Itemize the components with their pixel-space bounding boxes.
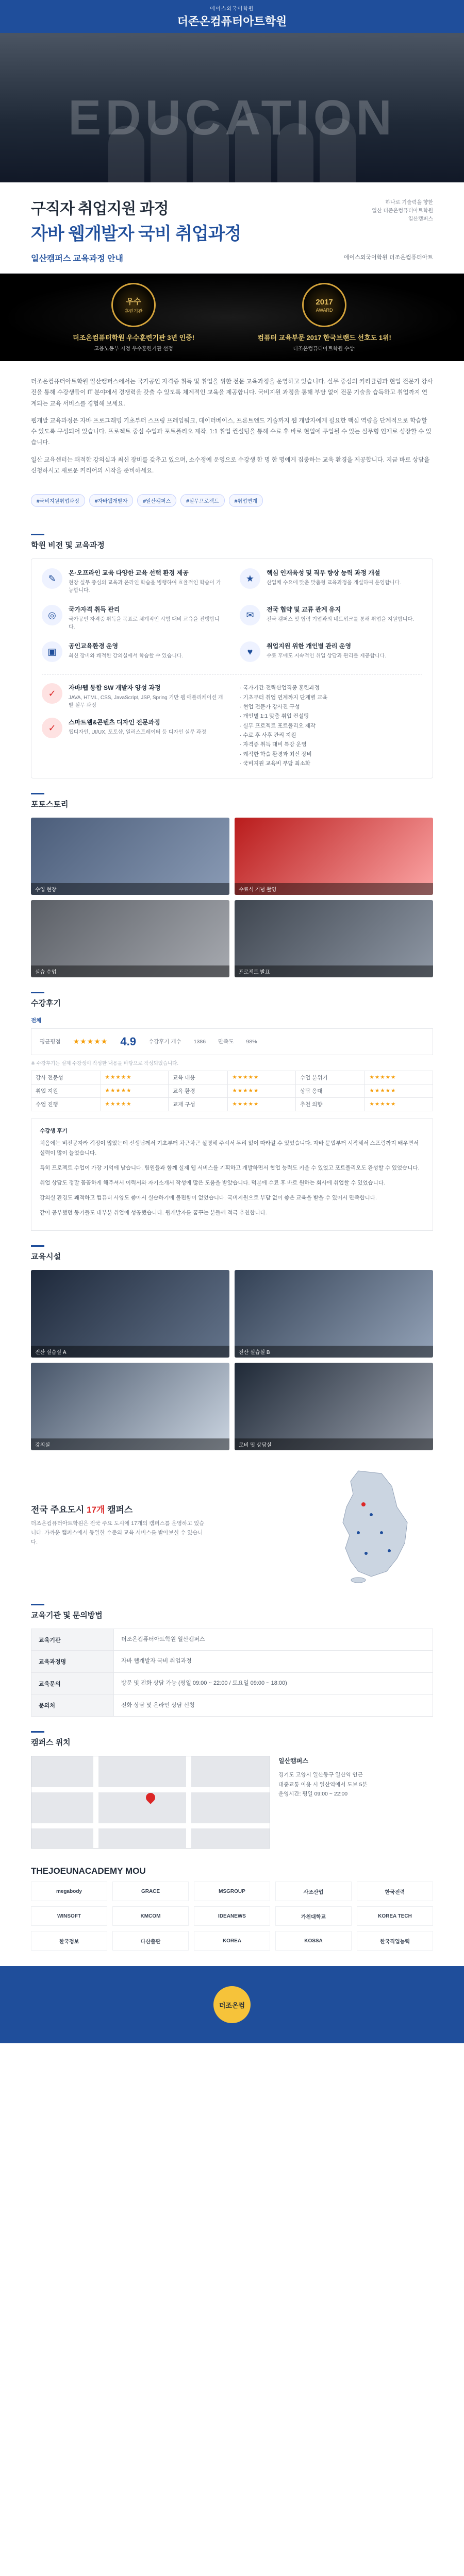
award-section	[0, 274, 464, 361]
vision-item: ★ 핵심 인재육성 및 직무 향상 능력 과정 개설 산업체 수요에 맞춘 맞춤형 교육과정을 개설하여 운영합니다.	[240, 568, 422, 595]
hashtag[interactable]: #일산캠퍼스	[137, 494, 176, 507]
target-icon: ◎	[42, 605, 62, 625]
site-logo[interactable]: 더존온컴퓨터아트학원	[177, 15, 287, 28]
course-title-line2: 자바 웹개발자 국비 취업과정	[31, 224, 241, 244]
location-text: 일산캠퍼스 경기도 고양시 일산동구 일산역 인근 대중교통 이용 시 일산역에서 도보 5분 운영시간: 평일 09:00 ~ 22:00	[278, 1757, 368, 1798]
info-table	[31, 1629, 433, 1717]
table-row: 교육과정명 자바 웹개발자 국비 취업과정	[31, 1651, 433, 1673]
hero-banner	[0, 33, 464, 182]
korea-map-icon	[309, 1466, 433, 1584]
partner-logo: KOSSA	[275, 1931, 352, 1951]
review-heading: 수강후기	[0, 992, 464, 1008]
table-row: 교육기관 더조온컴퓨터아트학원 일산캠퍼스	[31, 1629, 433, 1651]
hashtag-list	[0, 491, 464, 524]
course-subtitle: 일산캠퍼스 교육과정 안내	[31, 255, 123, 263]
check-icon: ✓	[42, 718, 62, 738]
star-icon: ★	[240, 568, 260, 589]
vision-item: ◎ 국가자격 취득 관리 국가공인 자격증 취득을 목표로 체계적인 시험 대비 교육을 진행합니다.	[42, 605, 224, 631]
mail-icon: ✉	[240, 605, 260, 625]
campus-section	[0, 1455, 464, 1595]
table-row: 강사 전문성 ★★★★★ 교육 내용 ★★★★★ 수업 분위기 ★★★★★	[31, 1071, 433, 1084]
award-item	[73, 283, 194, 352]
partner-logo: 한국정보	[31, 1931, 107, 1951]
partner-logo: MSGROUP	[194, 1882, 270, 1901]
partner-logo: IDEANEWS	[194, 1906, 270, 1926]
partner-logo: 한국전력	[357, 1882, 433, 1901]
award-item	[257, 283, 391, 352]
partner-logo: 가천대학교	[275, 1906, 352, 1926]
partner-logo: KOREA	[194, 1931, 270, 1951]
review-count: 1386	[193, 1038, 206, 1045]
location-heading: 캠퍼스 위치	[0, 1731, 464, 1748]
review-content: 수강생 후기 처음에는 비전공자라 걱정이 많았는데 선생님께서 기초부터 차근차근 설명해 주셔서 무리 없이 따라갈 수 있었습니다. 자바 문법부터 시작해서 스프링까지 배우면서 실력이 많이 늘었습니다. 특히 프로젝트 수업이 가장 기억에 남습니다. 팀원들과 함께 실제 웹 서비스를 기획하고 개발하면서 협업 능력도 키울 수 있었고 포트폴리오도 완성할 수 있었습니다. 취업 상담도 정말 꼼꼼하게 해주셔서 이력서와 자기소개서 작성에 많은 도움을 받았습니다. 덕분에 수료 후 바로 원하는 회사에 취업할 수 있었습니다. 강의실 환경도 쾌적하고 컴퓨터 사양도 좋아서 실습하기에 불편함이 없었습니다. 국비지원으로 부담 없이 좋은 교육을 받을 수 있어서 만족합니다. 같이 공부했던 동기들도 대부분 취업에 성공했습니다. 웹개발자를 꿈꾸는 분들께 적극 추천합니다.	[31, 1118, 433, 1231]
photo-item[interactable]: 프로젝트 발표	[235, 900, 433, 977]
mou-heading: THEJOEUNACADEMY MOU	[31, 1866, 146, 1876]
rating-stars-icon: ★★★★★	[73, 1037, 108, 1045]
intro-paragraph: 웹개발 교육과정은 자바 프로그래밍 기초부터 스프링 프레임워크, 데이터베이스, 프론트엔드 기술까지 웹 개발자에게 필요한 핵심 역량을 단계적으로 학습할 수 있도록 구성되어 있습니다. 프로젝트 중심 수업과 포트폴리오 제작, 1:1 취업 컨설팅을 통해 수료 후 바로 현업에 투입될 수 있는 실무형 인재로 성장할 수 있습니다.	[31, 417, 432, 446]
site-header	[0, 0, 464, 33]
campus-map[interactable]	[31, 1756, 270, 1849]
course-item[interactable]: ✓ 스마트웹&콘텐츠 디자인 전문과정 웹디자인, UI/UX, 포토샵, 일러스트레이터 등 디자인 실무 과정	[42, 718, 224, 738]
table-row: 교육문의 방문 및 전화 상담 가능 (평일 09:00 ~ 22:00 / 토요일 09:00 ~ 18:00)	[31, 1672, 433, 1694]
classroom-photo[interactable]: 전산 실습실 A	[31, 1270, 229, 1358]
partner-logo: 한국직업능력	[357, 1931, 433, 1951]
vision-heading: 학원 비전 및 교육과정	[0, 534, 464, 550]
hero-people-image	[31, 110, 433, 182]
review-rate: 98%	[246, 1038, 257, 1045]
vision-item: ♥ 취업지원 위한 개인별 관리 운영 수료 후에도 지속적인 취업 상담과 관리를 제공합니다.	[240, 641, 422, 662]
location-section	[0, 1748, 464, 1854]
award-desc: 더조온컴퓨터아트학원 수상!	[293, 346, 356, 352]
partner-logo: GRACE	[112, 1882, 189, 1901]
hashtag[interactable]: #실무프로젝트	[180, 494, 225, 507]
course-title-line1: 구직자 취업지원 과정	[31, 200, 169, 217]
vision-section	[0, 550, 464, 783]
award-title: 더조온컴퓨터학원 우수훈련기관 3년 인증!	[73, 334, 195, 342]
title-right-line3: 일산캠퍼스	[408, 216, 433, 222]
table-row: 수업 진행 ★★★★★ 교재 구성 ★★★★★ 추천 의향 ★★★★★	[31, 1097, 433, 1111]
course-item[interactable]: ✓ 자바/웹 통합 SW 개발자 양성 과정 JAVA, HTML, CSS, JavaScript, JSP, Spring 기반 웹 애플리케이션 개발 실무 과정	[42, 683, 224, 709]
review-tab-all[interactable]: 전체	[31, 1017, 42, 1024]
footer-logo[interactable]: 더조온컴	[213, 1986, 251, 2023]
logo-subtitle: 에이스외국어학원	[210, 6, 254, 12]
review-summary: 평균평점 ★★★★★ 4.9 수강후기 개수 1386 만족도 98%	[31, 1028, 433, 1055]
check-icon: ✓	[42, 683, 62, 704]
site-footer	[0, 1966, 464, 2043]
award-desc: 고용노동부 지정 우수훈련기관 선정	[94, 346, 173, 352]
course-title-section	[0, 182, 464, 274]
photo-gallery	[0, 809, 464, 982]
review-score: 4.9	[120, 1035, 136, 1048]
classroom-heading: 교육시설	[0, 1245, 464, 1262]
review-section	[0, 1008, 464, 1236]
monitor-icon: ▣	[42, 641, 62, 662]
map-pin-icon	[144, 1791, 157, 1804]
vision-item: ✉ 전국 협약 및 교류 관계 유지 전국 캠퍼스 및 협력 기업과의 네트워크를 통해 취업을 지원합니다.	[240, 605, 422, 631]
course-feature-list: · 국가기간·전략산업직종 훈련과정 · 기초부터 취업 연계까지 단계별 교육 · 현업 전문가 강사진 구성 · 개인별 1:1 맞춤 취업 컨설팅 · 실무 프로젝트 포트폴리오 제작 · 수료 후 사후 관리 지원 · 자격증 취득 대비 특강 운영 · 쾌적한 학습 환경과 최신 장비 · 국비지원 교육비 부담 최소화	[240, 685, 328, 767]
info-section	[0, 1620, 464, 1722]
hero-watermark: EDUCATION	[68, 90, 396, 145]
award-badge-icon: 우수 훈련기관	[111, 283, 156, 327]
classroom-gallery	[0, 1262, 464, 1455]
review-rating-table	[31, 1071, 433, 1111]
classroom-photo[interactable]: 로비 및 상담실	[235, 1363, 433, 1450]
partner-logo: megabody	[31, 1882, 107, 1901]
partner-logo: WINSOFT	[31, 1906, 107, 1926]
info-heading: 교육기관 및 문의방법	[0, 1604, 464, 1620]
reviewer-name: 수강생 후기	[40, 1127, 68, 1134]
intro-text	[0, 361, 464, 491]
title-org: 에이스외국어학원 더조온컴퓨터아트	[343, 255, 433, 261]
intro-paragraph: 일산 교육센터는 쾌적한 강의실과 최신 장비를 갖추고 있으며, 소수정예 운영으로 수강생 한 명 한 명에게 집중하는 교육 환경을 제공합니다. 지금 바로 상담을 신청하시고 새로운 커리어의 시작을 준비하세요.	[31, 456, 430, 474]
table-row: 문의처 전화 상담 및 온라인 상담 신청	[31, 1694, 433, 1717]
heart-icon: ♥	[240, 641, 260, 662]
intro-paragraph: 더조온컴퓨터아트학원 일산캠퍼스에서는 국가공인 자격증 취득 및 취업을 위한 전문 교육과정을 운영하고 있습니다. 실무 중심의 커리큘럼과 현업 전문가 강사진을 통해 수강생들이 IT 분야에서 경쟁력을 갖출 수 있도록 체계적인 교육을 제공합니다. 국비지원 과정을 통해 부담 없이 전문 기술을 습득하고 취업까지 연계되는 교육 서비스를 경험해 보세요.	[31, 379, 433, 407]
partner-logo: 다산출판	[112, 1931, 189, 1951]
title-right-line1: 하나로 기술력을 향한	[385, 200, 433, 206]
vision-item: ▣ 공인교육환경 운영 최신 장비와 쾌적한 강의실에서 학습할 수 있습니다.	[42, 641, 224, 662]
partner-logo: KOREA TECH	[357, 1906, 433, 1926]
hashtag[interactable]: #취업연계	[229, 494, 263, 507]
classroom-photo[interactable]: 강의실	[31, 1363, 229, 1450]
hashtag[interactable]: #국비지원취업과정	[31, 494, 85, 507]
table-row: 취업 지원 ★★★★★ 교육 환경 ★★★★★ 상담 응대 ★★★★★	[31, 1084, 433, 1097]
title-right-line2: 일산 더존온컴퓨터아트학원	[372, 208, 433, 214]
review-note: ※ 수강후기는 실제 수강생이 작성한 내용을 바탕으로 작성되었습니다.	[31, 1060, 179, 1066]
photo-item[interactable]: 실습 수업	[31, 900, 229, 977]
campus-title: 전국 주요도시 17개 캠퍼스	[31, 1505, 133, 1515]
photo-item[interactable]: 수료식 기념 촬영	[235, 818, 433, 895]
pencil-icon: ✎	[42, 568, 62, 589]
partner-logo: 사조산업	[275, 1882, 352, 1901]
mou-logo-grid	[0, 1882, 464, 1966]
photo-item[interactable]: 수업 현장	[31, 818, 229, 895]
award-badge-icon: 2017 AWARD	[302, 283, 346, 327]
vision-item: ✎ 온·오프라인 교육 다양한 교육 선택 환경 제공 현장 실무 중심의 교육과 온라인 학습을 병행하여 효율적인 학습이 가능합니다.	[42, 568, 224, 595]
classroom-photo[interactable]: 전산 실습실 B	[235, 1270, 433, 1358]
hashtag[interactable]: #자바웹개발자	[89, 494, 134, 507]
partner-logo: KMCOM	[112, 1906, 189, 1926]
campus-desc: 더조온컴퓨터아트학원은 전국 주요 도시에 17개의 캠퍼스를 운영하고 있습니다. 가까운 캠퍼스에서 동일한 수준의 교육 서비스를 받아보실 수 있습니다.	[31, 1520, 205, 1546]
award-title: 컴퓨터 교육부문 2017 한국브랜드 선호도 1위!	[257, 334, 391, 342]
photo-heading: 포토스토리	[0, 793, 464, 809]
